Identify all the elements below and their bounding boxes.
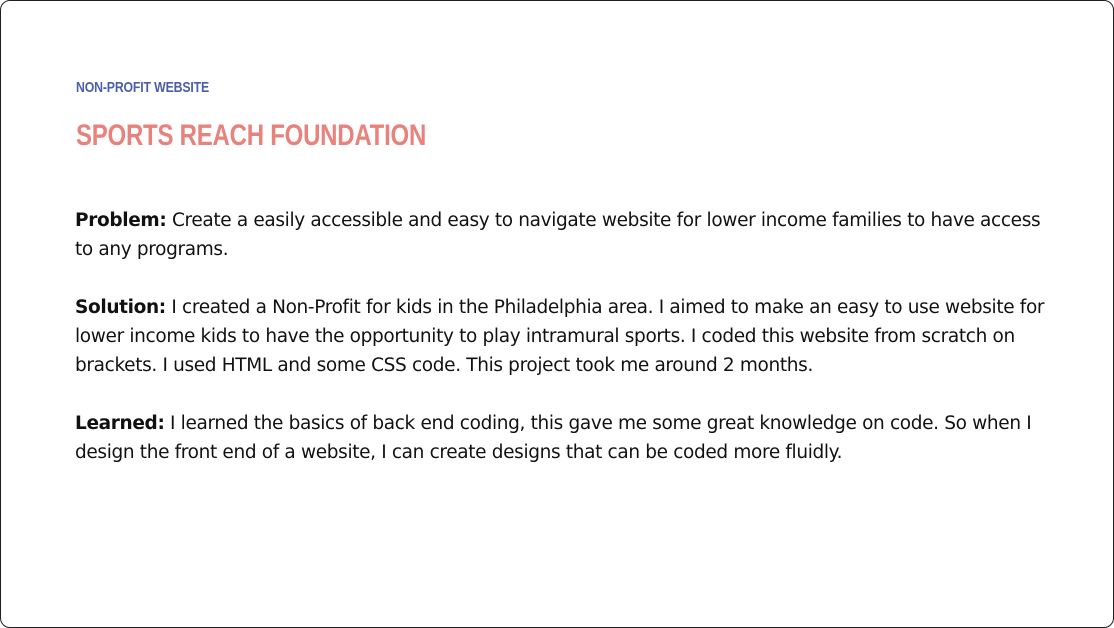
project-title: SPORTS REACH FOUNDATION (76, 119, 427, 152)
solution-label: Solution: (75, 297, 166, 318)
problem-label: Problem: (75, 210, 167, 231)
learned-paragraph (75, 409, 1055, 467)
project-category: NON-PROFIT WEBSITE (76, 79, 210, 96)
solution-text: I created a Non-Profit for kids in the Philadelphia area. I aimed to make an easy to use website for lower income kids to have the opportunity to play intramural sports. I coded this website from scratch on brackets. I used HTML and some CSS code. This project took me around 2 months. (75, 297, 1045, 376)
learned-label: Learned: (75, 413, 165, 434)
problem-paragraph (75, 206, 1055, 264)
project-description (75, 206, 1055, 496)
learned-text: I learned the basics of back end coding, this gave me some great knowledge on code. So when I design the front end of a website, I can create designs that can be coded more fluidly. (75, 413, 1032, 463)
problem-text: Create a easily accessible and easy to navigate website for lower income families to have access to any programs. (75, 210, 1041, 260)
solution-paragraph (75, 293, 1055, 380)
